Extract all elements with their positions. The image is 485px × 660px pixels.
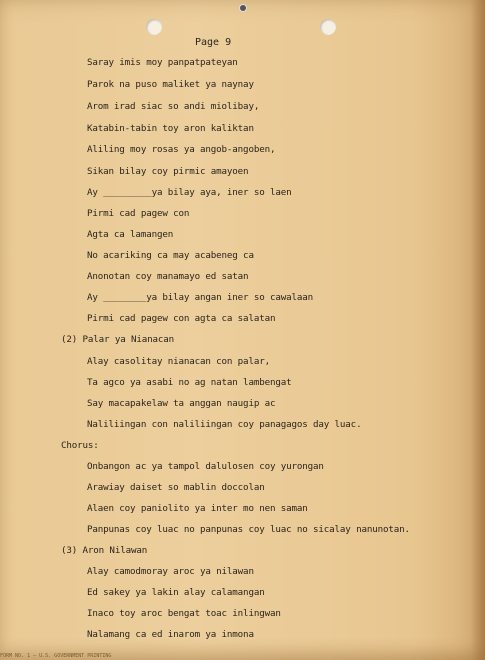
- text-line: No acariking ca may acabeneg ca: [87, 250, 254, 261]
- text-line: Ed sakey ya lakin alay calamangan: [87, 587, 265, 598]
- text-line: Alay casolitay nianacan con palar,: [87, 356, 270, 367]
- chorus-heading: Chorus:: [61, 440, 99, 451]
- text-line: Naliliingan con naliliingan coy panagagos day luac.: [87, 419, 362, 430]
- edge-stain: [471, 0, 485, 660]
- text-line: Saray imis moy panpatpateyan: [87, 57, 238, 68]
- text-line: Onbangon ac ya tampol dalulosen coy yurongan: [87, 461, 324, 472]
- text-line: Alay camodmoray aroc ya nilawan: [87, 566, 254, 577]
- text-line: Say macapakelaw ta anggan naugip ac: [87, 398, 276, 409]
- footer-mark: FORM NO. 1 — U.S. GOVERNMENT PRINTING: [0, 653, 112, 659]
- punch-hole-left: [146, 19, 162, 35]
- text-line: Inaco toy aroc bengat toac inlingwan: [87, 608, 281, 619]
- punch-hole-right: [320, 19, 336, 35]
- text-line: Ay ________ya bilay angan iner so cawalaan: [87, 292, 314, 303]
- page-title: Page 9: [195, 37, 232, 48]
- text-line: Arawiay daiset so mablin doccolan: [87, 482, 265, 493]
- text-line: Parok na puso maliket ya naynay: [87, 79, 254, 90]
- text-line: Katabin-tabin toy aron kaliktan: [87, 123, 254, 134]
- text-line: Arom irad siac so andi miolibay,: [87, 101, 260, 112]
- text-line: Ay _________ya bilay aya, iner so laen: [87, 187, 292, 198]
- text-line: Ta agco ya asabi no ag natan lambengat: [87, 377, 292, 388]
- section-heading: (3) Aron Nilawan: [61, 545, 148, 556]
- text-line: Pirmi cad pagew con agta ca salatan: [87, 313, 276, 324]
- text-line: Panpunas coy luac no panpunas coy luac no sicalay nanunotan.: [87, 524, 410, 535]
- text-line: Agta ca lamangen: [87, 229, 174, 240]
- text-line: Alaen coy paniolito ya inter mo nen saman: [87, 503, 308, 514]
- section-heading: (2) Palar ya Nianacan: [61, 334, 175, 345]
- text-line: Nalamang ca ed inarom ya inmona: [87, 629, 254, 640]
- text-line: Aliling moy rosas ya angob-angoben,: [87, 144, 276, 155]
- text-line: Sikan bilay coy pirmic amayoen: [87, 166, 249, 177]
- text-line: Anonotan coy manamayo ed satan: [87, 271, 249, 282]
- pin-mark: [239, 4, 247, 12]
- text-line: Pirmi cad pagew con: [87, 208, 190, 219]
